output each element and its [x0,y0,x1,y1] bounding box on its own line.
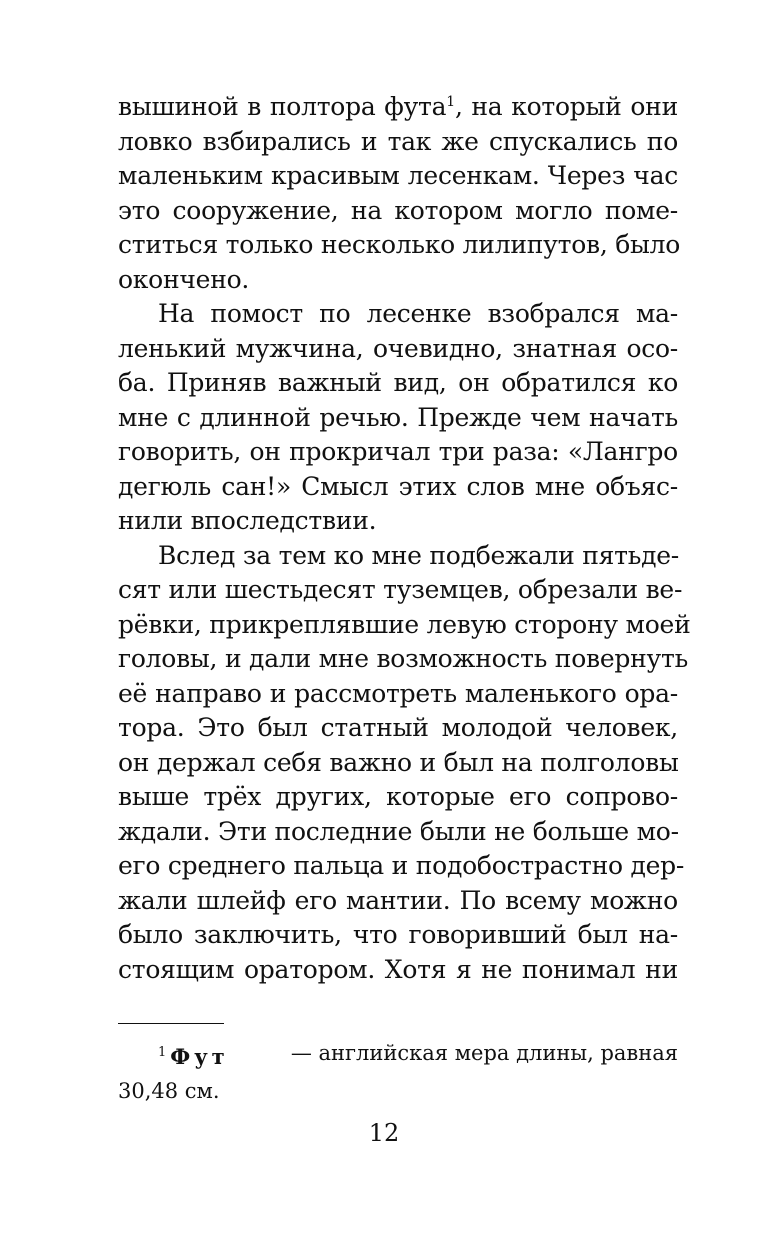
text-line: головы, и дали мне возможность повернуть [118,644,688,673]
paragraph-3 [118,539,691,988]
text-line: стоящим оратором. Хотя я не понимал ни [118,954,678,984]
text-line: было заключить, что говоривший был на- [118,920,678,949]
footnote-line [118,1036,678,1074]
text-line: ститься только несколько лилипутов, было [118,230,681,259]
text-line: Вслед за тем ко мне подбежали пятьде- [158,540,679,570]
text-line: сят или шестьдесят туземцев, обрезали ве- [118,575,683,604]
text-line: он держал себя важно и был на полголовы [118,747,679,777]
footnote-definition: — английская мера длины, равная [290,1041,678,1065]
text-line: На помост по лесенке взобрался ма- [158,299,678,328]
text-line: окончено. [118,264,250,294]
text-line: жали шлейф его мантии. По всему можно [118,885,678,915]
paragraph-1 [118,90,681,297]
text-line: мне с длинной речью. Прежде чем начать [118,402,678,432]
text-line: тора. Это был статный молодой человек, [118,713,678,742]
footnote-reference: 1 [446,94,455,110]
page-number: 12 [368,1119,400,1147]
text-line: говорить, он прокричал три раза: «Лангро [118,437,678,466]
text-line: маленьким красивым лесенкам. Через час [118,161,678,190]
paragraph-2 [118,297,678,539]
text-line: вышиной в полтора фута$^1$, на который они [118,92,678,121]
text-line: это сооружение, на котором могло поме- [118,195,678,225]
text-line: дегюль сан!» Смысл этих слов мне объяс- [118,471,678,501]
text-line: ловко взбирались и так же спускались по [118,126,678,156]
footnote [118,1036,678,1108]
text-line: нили впоследствии. [118,506,377,535]
text-line: ленький мужчина, очевидно, знатная осо- [118,333,678,363]
text-line: ба. Приняв важный вид, он обратился ко [118,368,678,397]
text-line: ждали. Эти последние были не больше мо- [118,816,679,846]
footnote-divider [118,1023,224,1024]
text-line: её направо и рассмотреть маленького ора- [118,678,678,708]
text-line: выше трёх других, которые его сопрово- [118,782,678,811]
footnote-marker: 1 [158,1045,167,1060]
text-line: рёвки, прикреплявшие левую сторону моей [118,609,691,639]
footnote-line: 30,48 см. [118,1079,220,1103]
page-body [118,90,691,987]
text-line: его среднего пальца и подобострастно дер- [118,851,685,880]
footnote-term: Фут [170,1044,229,1069]
